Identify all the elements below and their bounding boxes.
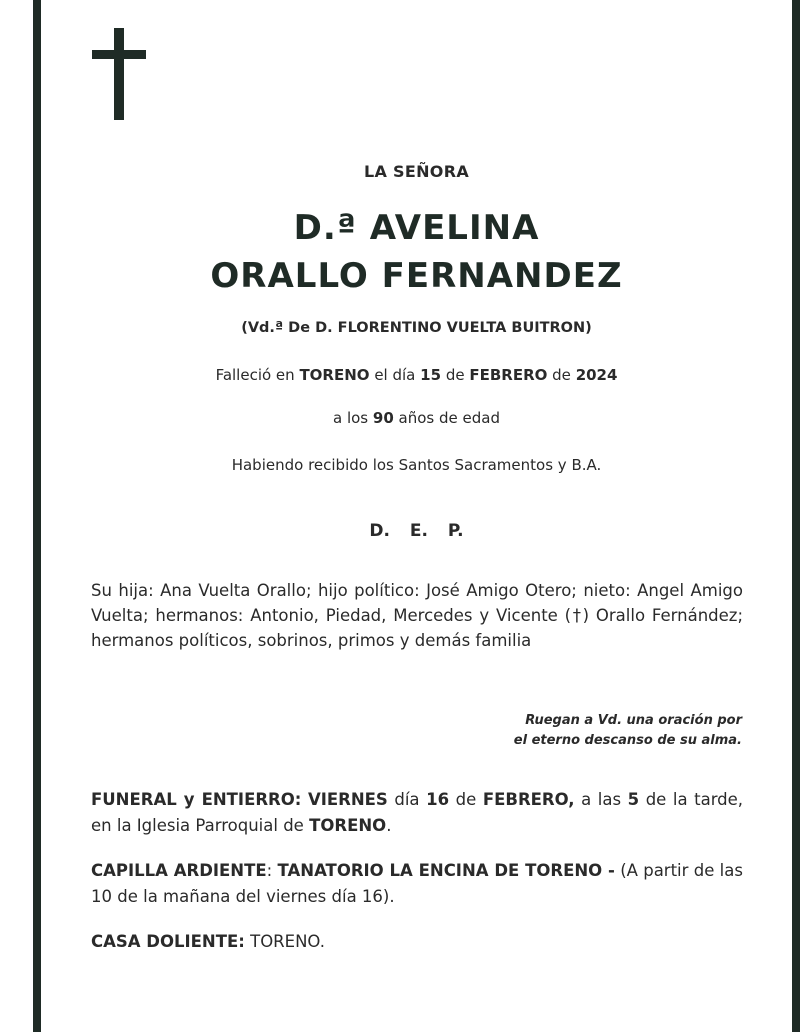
left-border xyxy=(33,0,41,1032)
latin-cross-icon xyxy=(92,28,146,120)
death-statement: Falleció en TORENO el día 15 de FEBRERO de 2024 xyxy=(215,366,618,384)
widow-of: (Vd.ª De D. FLORENTINO VUELTA BUITRON) xyxy=(241,320,592,336)
deceased-name-line1: D.ª AVELINA xyxy=(293,208,540,248)
sacraments-statement: Habiendo recibido los Santos Sacramentos y B.A. xyxy=(231,456,602,474)
right-border xyxy=(792,0,800,1032)
age-statement: a los 90 años de edad xyxy=(332,409,500,427)
deceased-name-line2: ORALLO FERNANDEZ xyxy=(210,256,623,296)
funeral-info: FUNERAL y ENTIERRO: VIERNES día 16 de FEBRERO, a las 5 de la tarde, en la Iglesia Parroquial de TORENO. xyxy=(91,790,744,835)
mourning-house-info: CASA DOLIENTE: TORENO. xyxy=(91,932,325,951)
honorific: LA SEÑORA xyxy=(364,162,469,181)
dep-initials: D. E. P. xyxy=(369,521,464,541)
family-list: Su hija: Ana Vuelta Orallo; hijo político: José Amigo Otero; nieto: Angel Amigo Vuelta; hermanos: Antonio, Piedad, Mercedes y Vicente (†) Orallo Fernández; hermanos políticos, sobrinos, primos y demás familia xyxy=(91,581,743,650)
prayer-request: Ruegan a Vd. una oración por el eterno descanso de su alma. xyxy=(513,713,742,748)
chapel-info: CAPILLA ARDIENTE: TANATORIO LA ENCINA DE TORENO - (A partir de las 10 de la mañana del viernes día 16). xyxy=(91,861,743,906)
